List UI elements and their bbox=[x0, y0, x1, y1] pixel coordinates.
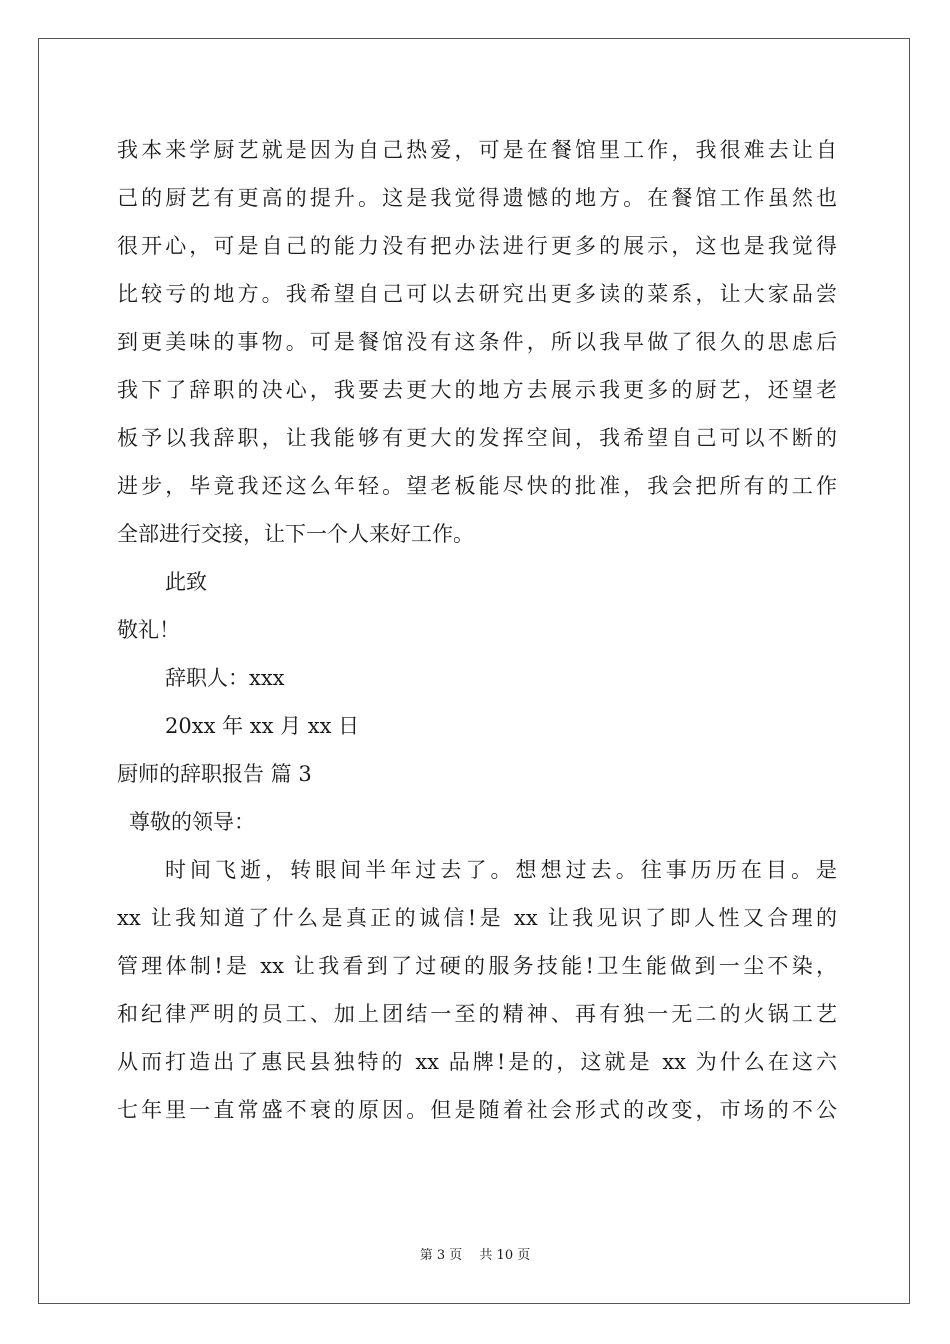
paragraph-line: 和纪律严明的员工、加上团结一至的精神、再有独一无二的火锅工艺 bbox=[117, 1002, 837, 1026]
paragraph-line: 我本来学厨艺就是因为自己热爱，可是在餐馆里工作，我很难去让自 bbox=[117, 138, 837, 162]
paragraph-line: 我下了辞职的决心，我要去更大的地方去展示我更多的厨艺，还望老 bbox=[117, 378, 837, 402]
paragraph-line: 七年里一直常盛不衰的原因。但是随着社会形式的改变，市场的不公 bbox=[117, 1098, 837, 1122]
date-line: 20xx 年 xx 月 xx 日 bbox=[165, 714, 360, 738]
paragraph-line: 管理体制!是 xx 让我看到了过硬的服务技能!卫生能做到一尘不染， bbox=[117, 954, 837, 978]
paragraph-line: 己的厨艺有更高的提升。这是我觉得遗憾的地方。在餐馆工作虽然也 bbox=[117, 186, 837, 210]
document-body bbox=[117, 126, 837, 1134]
page-footer: 第 3 页 共 10 页 bbox=[419, 1248, 531, 1263]
paragraph-line: 从而打造出了惠民县独特的 xx 品牌!是的，这就是 xx 为什么在这六 bbox=[117, 1050, 837, 1074]
salutation: 尊敬的领导： bbox=[129, 810, 255, 834]
paragraph-line: 时间飞逝，转眼间半年过去了。想想过去。往事历历在目。是 bbox=[165, 858, 837, 882]
paragraph-line: 板予以我辞职，让我能够有更大的发挥空间，我希望自己可以不断的 bbox=[117, 426, 837, 450]
closing-cizhi: 此致 bbox=[165, 570, 207, 594]
section-title: 厨师的辞职报告 篇 3 bbox=[117, 762, 312, 786]
paragraph-line: 比较亏的地方。我希望自己可以去研究出更多读的菜系，让大家品尝 bbox=[117, 282, 837, 306]
paragraph-line: 很开心，可是自己的能力没有把办法进行更多的展示，这也是我觉得 bbox=[117, 234, 837, 258]
paragraph-line: 全部进行交接，让下一个人来好工作。 bbox=[117, 522, 474, 546]
closing-jingli: 敬礼！ bbox=[117, 618, 180, 642]
paragraph-line: 进步，毕竟我还这么年轻。望老板能尽快的批准，我会把所有的工作 bbox=[117, 474, 837, 498]
paragraph-line: xx 让我知道了什么是真正的诚信!是 xx 让我见识了即人性又合理的 bbox=[117, 906, 837, 930]
paragraph-line: 到更美味的事物。可是餐馆没有这条件，所以我早做了很久的思虑后 bbox=[117, 330, 837, 354]
signer-line: 辞职人：xxx bbox=[165, 666, 285, 690]
